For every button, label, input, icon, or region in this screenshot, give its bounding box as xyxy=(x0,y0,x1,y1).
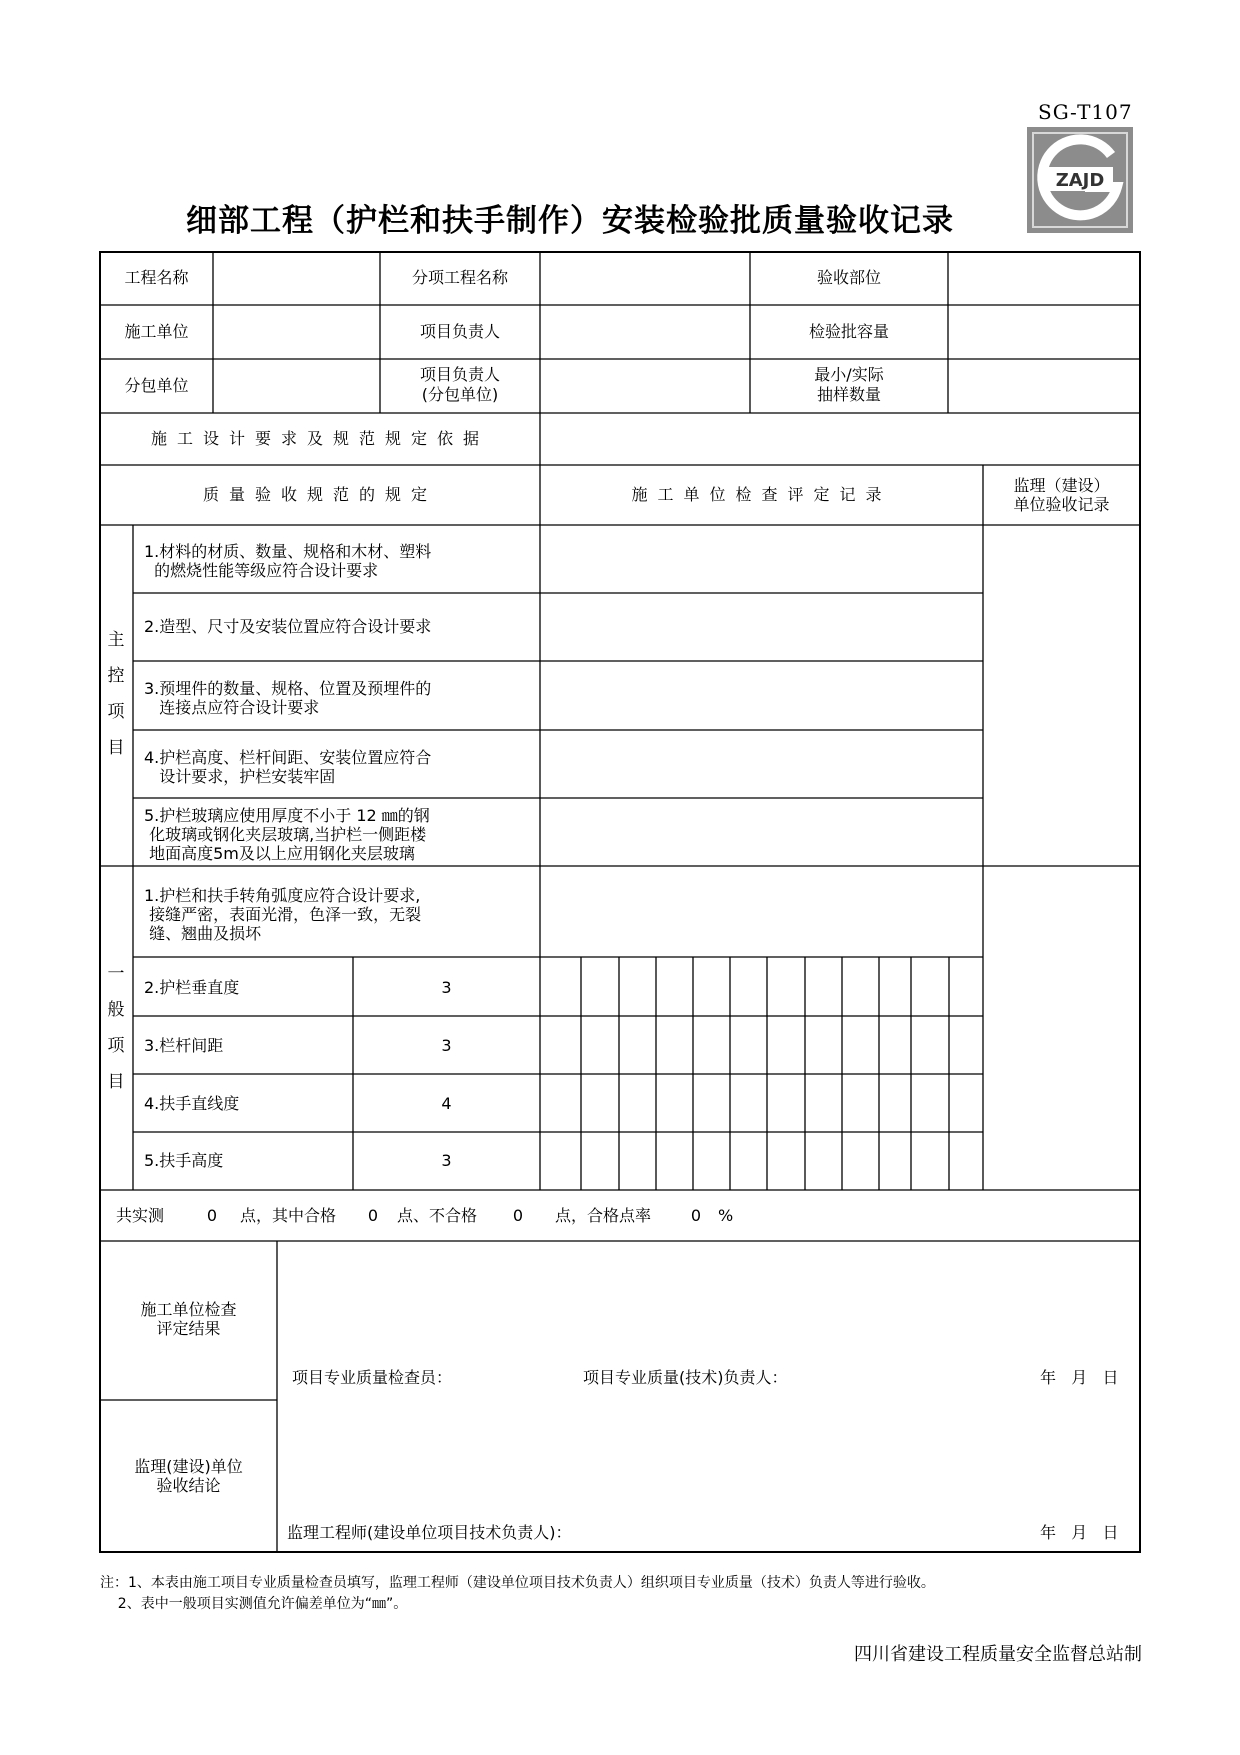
main-item-5-line1: 5.护栏玻璃应使用厚度不小于 12 ㎜的钢 xyxy=(144,806,430,825)
supervision-header-line2: 单位验收记录 xyxy=(1013,495,1110,514)
main-item-5-line3: 地面高度5m及以上应用钢化夹层玻璃 xyxy=(144,844,415,863)
general-items-label: 一般项目 xyxy=(107,964,125,1092)
logo-text: ZAJD xyxy=(1055,170,1105,191)
result-label-line2: 评定结果 xyxy=(156,1319,221,1338)
page-title: 细部工程（护栏和扶手制作）安装检验批质量验收记录 xyxy=(186,203,954,239)
supervision-date: 年 月 日 xyxy=(1040,1523,1119,1542)
summary-text-2: 点，其中合格 xyxy=(240,1206,337,1225)
general-item-1-line1: 1.护栏和扶手转角弧度应符合设计要求, xyxy=(144,886,421,905)
quality-spec-header: 质量验收规范的规定 xyxy=(202,485,437,504)
measured-item-name: 3.栏杆间距 xyxy=(144,1036,224,1055)
construction-unit-label: 施工单位 xyxy=(124,322,189,341)
general-item-1-line2: 接缝严密，表面光滑，色泽一致，无裂 xyxy=(144,905,422,924)
construction-record-header: 施工单位检查评定记录 xyxy=(631,485,892,504)
main-control-label: 主控项目 xyxy=(107,630,125,758)
tech-lead-label: 项目专业质量(技术)负责人： xyxy=(583,1368,788,1387)
result-label-line1: 施工单位检查 xyxy=(140,1300,237,1319)
main-item-4-line2: 设计要求，护栏安装牢固 xyxy=(144,767,336,786)
measured-item-name: 5.扶手高度 xyxy=(144,1151,224,1170)
main-item-5-line2: 化玻璃或钢化夹层玻璃,当护栏一侧距楼 xyxy=(144,825,427,844)
main-item-3-line2: 连接点应符合设计要求 xyxy=(144,698,320,717)
issuer-footer: 四川省建设工程质量安全监督总站制 xyxy=(854,1644,1142,1665)
measured-item-name: 2.护栏垂直度 xyxy=(144,978,240,997)
summary-fail: 0 xyxy=(512,1206,524,1225)
supervision-label-line1: 监理(建设)单位 xyxy=(134,1457,243,1476)
main-item-2-line1: 2.造型、尺寸及安装位置应符合设计要求 xyxy=(144,617,432,636)
note-line-2: 2、表中一般项目实测值允许偏差单位为“㎜”。 xyxy=(100,1596,408,1612)
measured-item-tolerance: 3 xyxy=(441,978,452,997)
sub-project-name-label: 分项工程名称 xyxy=(411,268,508,287)
summary-pass: 0 xyxy=(367,1206,379,1225)
main-item-1-line2: 的燃烧性能等级应符合设计要求 xyxy=(144,561,379,580)
measured-item-tolerance: 4 xyxy=(441,1094,452,1113)
note-line-1: 注：1、本表由施工项目专业质量检查员填写，监理工程师（建设单位项目技术负责人）组织项目专业质量（技术）负责人等进行验收。 xyxy=(100,1575,935,1591)
measured-item-tolerance: 3 xyxy=(441,1036,452,1055)
design-basis-label: 施工设计要求及规范规定依据 xyxy=(150,429,489,448)
summary-text-5: % xyxy=(718,1206,734,1225)
batch-capacity-label: 检验批容量 xyxy=(808,322,889,341)
supervision-header-line1: 监理（建设） xyxy=(1013,476,1110,495)
supervision-engineer-label: 监理工程师(建设单位项目技术负责人)： xyxy=(287,1523,572,1542)
summary-total: 0 xyxy=(206,1206,218,1225)
sample-count-label-line1: 最小/实际 xyxy=(814,365,884,384)
general-item-1-line3: 缝、翘曲及损坏 xyxy=(144,924,262,943)
project-manager-label: 项目负责人 xyxy=(419,322,500,341)
summary-text-3: 点、不合格 xyxy=(397,1206,478,1225)
main-item-3-line1: 3.预埋件的数量、规格、位置及预埋件的 xyxy=(144,679,432,698)
subcontract-unit-label: 分包单位 xyxy=(124,376,189,395)
sub-manager-label-line2: (分包单位) xyxy=(421,385,499,404)
form-code: SG-T107 xyxy=(1038,100,1133,124)
main-item-1-line1: 1.材料的材质、数量、规格和木材、塑料 xyxy=(144,542,432,561)
summary-rate: 0 xyxy=(690,1206,702,1225)
quality-inspector-label: 项目专业质量检查员： xyxy=(292,1368,453,1387)
acceptance-part-label: 验收部位 xyxy=(816,268,881,287)
main-item-4-line1: 4.护栏高度、栏杆间距、安装位置应符合 xyxy=(144,748,432,767)
result-date: 年 月 日 xyxy=(1040,1368,1119,1387)
summary-text-4: 点，合格点率 xyxy=(555,1206,652,1225)
sample-count-label-line2: 抽样数量 xyxy=(816,385,881,404)
summary-text-1: 共实测 xyxy=(116,1206,165,1225)
sub-manager-label-line1: 项目负责人 xyxy=(419,365,500,384)
measured-item-tolerance: 3 xyxy=(441,1151,452,1170)
measured-item-name: 4.扶手直线度 xyxy=(144,1094,240,1113)
project-name-label: 工程名称 xyxy=(124,268,189,287)
supervision-label-line2: 验收结论 xyxy=(156,1476,221,1495)
